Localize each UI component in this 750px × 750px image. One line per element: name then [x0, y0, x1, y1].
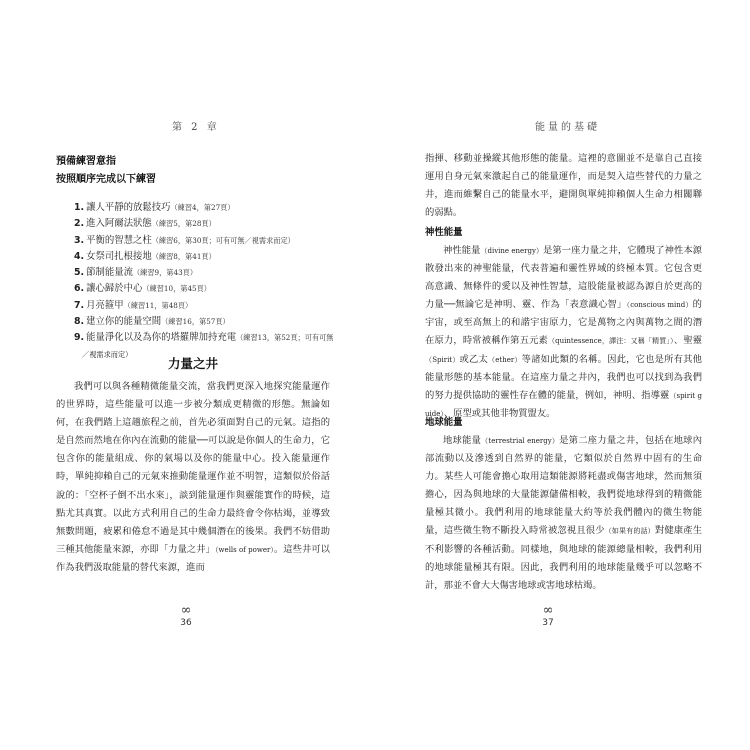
- exercise-item: 7. 月亮箍甲（練習11，第48頁）: [74, 299, 193, 311]
- running-head-chapter: 第 2 章: [172, 122, 220, 133]
- folio: [528, 605, 568, 628]
- intro-paragraph: 指揮、移動並操縱其他形態的能量。這裡的意圖並不是靠自己直接運用自身元氣來激起自己的能量運作，而是契入這些替代的力量之井，進而維繫自己的能量水平，避開與單純抑賴個人生命力相關聯的弱點。: [425, 153, 702, 219]
- instructions-subtitle: 按照順序完成以下練習: [56, 174, 156, 185]
- exercise-item: 3. 平衡的智慧之柱（練習6，第30頁；可有可無／視需求而定）: [74, 234, 295, 246]
- exercise-item: 2. 進入阿爾法狀態（練習5，第28頁）: [74, 218, 216, 230]
- exercise-item: 5. 節制能量流（練習9，第43頁）: [74, 267, 198, 279]
- exercise-list: [74, 200, 334, 363]
- section-heading-divine: 神性能量: [425, 227, 463, 238]
- right-page: [375, 0, 750, 750]
- exercise-item: 4. 女祭司扎根接地（練習8，第41頁）: [74, 250, 216, 262]
- divine-paragraph: 神性能量（divine energy）是第一座力量之井，它體現了神性本源散發出來的神聖能量，代表普遍和靈性界域的終極本質。它包含更高意識、無條件的愛以及神性智慧，這股能量被認為源自於更高的力量──無論它是神明、靈、作為「表意識心智」（conscious mind）的宇宙，或至高無上的和諧宇宙原力，它是萬物之內與萬物之間的潛在原力，時常被稱作第五元素（quintessence，譯注：又稱「精質」）、聖靈（Spirit）或乙太（ether）等諸如此類的名稱。因此，它也是所有其他能量形態的基本能量。在這座力量之井內，我們也可以找到為我們的努力提供協助的靈性存在體的能量，例如，神明、指導靈（spirit guide）、原型或其他非物質盟友。: [425, 245, 702, 419]
- section-title: 力量之井: [167, 356, 218, 371]
- infinity-icon: ∞: [542, 603, 554, 618]
- page-number: 37: [542, 618, 554, 628]
- folio: [166, 605, 206, 628]
- exercise-item: 9. 能量淨化以及為你的塔羅牌加持充電（練習13，第52頁；可有可無 ／視需求而定）: [74, 332, 334, 359]
- terrestrial-paragraph: 地球能量（terrestrial energy）是第二座力量之井，包括在地球內部流動以及滲透到自然界的能量，它類似於自然界中固有的生命力。某些人可能會擔心取用這類能源將耗盡或傷害地球，然而無須擔心，因為與地球的大量能源儲備相較，我們從地球得到的精微能量極其微小。我們利用的地球能量大約等於我們體內的微生物能量，這些微生物不斷投入時常被忽視且很少（如果有的話）對健康產生不利影響的各種活動。同樣地，與地球的能源總量相較，我們利用的地球能量極其有限。因此，我們利用的地球能量幾乎可以忽略不計，那並不會大大傷害地球或害地球枯竭。: [425, 435, 702, 591]
- exercise-item: 6. 讓心歸於中心（練習10，第45頁）: [74, 283, 211, 295]
- exercise-item: 1. 讓人平靜的放鬆技巧（練習4，第27頁）: [74, 202, 235, 213]
- section-heading-terrestrial: 地球能量: [425, 417, 463, 428]
- instructions-title: 預備練習意指: [56, 156, 116, 167]
- exercise-item: 8. 建立你的能量空間（練習16，第57頁）: [74, 316, 230, 328]
- infinity-icon: ∞: [180, 603, 192, 618]
- left-body-text: [56, 378, 330, 577]
- section-terrestrial: [425, 414, 702, 595]
- running-head-title: 能量的基礎: [535, 122, 600, 133]
- body-paragraph: 我們可以與各種精微能量交流，當我們更深入地探究能量運作的世界時，這些能量可以進一步被分類成更精微的形態。無論如何，在我們踏上這趟旅程之前，首先必須面對自己的元氣。這指的是自然而然地在你內在流動的能量──可以說是你個人的生命力，它包含你的能量組成、你的氣場以及你的能量中心。投入能量運作時，單純抑賴自己的元氣來推動能量運作並不明智，這類似於俗話說的：「空杯子倒不出水來」，談到能量運作與靈能實作的時候，這點尤其真實。以此方式利用自己的生命力最終會令你枯竭，並導致無數問題，疲累和倦怠不過是其中幾個潛在的後果。我們不妨借助三種其他能量來源，亦即「力量之井」（wells of power）。這些井可以作為我們汲取能量的替代來源，進而: [56, 381, 330, 573]
- page-number: 36: [180, 618, 192, 628]
- intro-text: [425, 150, 702, 222]
- section-divine: [425, 224, 702, 423]
